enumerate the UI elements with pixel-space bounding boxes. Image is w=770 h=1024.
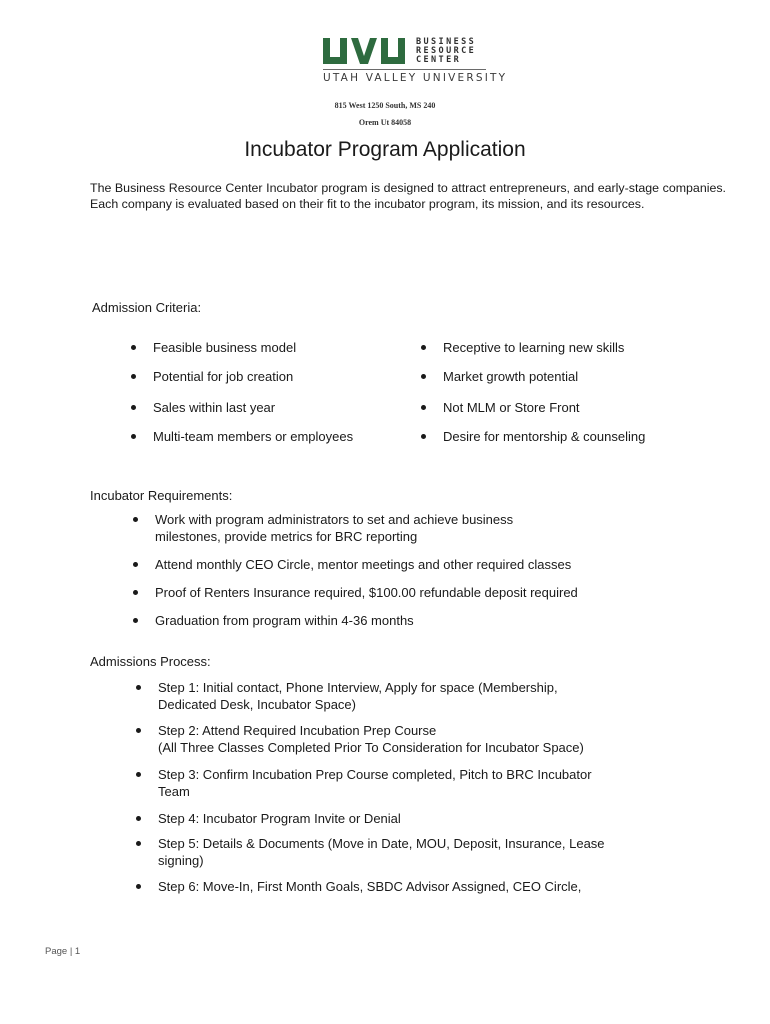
process-step-item: Step 1: Initial contact, Phone Interview, Apply for space (Membership, [158,680,558,695]
intro-paragraph: The Business Resource Center Incubator program is designed to attract entrepreneurs, and early-stage companies. Each company is evaluated based on their fit to the incubator program, its mission, and its resources. [90,181,726,211]
incubator-requirements-heading: Incubator Requirements: [90,488,233,503]
bullet-icon [421,374,426,379]
bullet-icon [133,562,138,567]
bullet-icon [136,772,141,777]
bullet-icon [136,728,141,733]
criteria-item: Market growth potential [443,369,579,384]
brc-line: CENTER [416,55,462,65]
process-step-item: Team [158,784,190,799]
bullet-icon [136,884,141,889]
page-title: Incubator Program Application [244,138,526,161]
admissions-process-heading: Admissions Process: [90,654,211,669]
process-step-item: Step 5: Details & Documents (Move in Date, MOU, Deposit, Insurance, Lease [158,836,605,851]
bullet-icon [421,405,426,410]
requirement-item: milestones, provide metrics for BRC reporting [155,529,418,544]
admission-criteria-heading: Admission Criteria: [92,300,202,315]
requirement-item: Work with program administrators to set and achieve business [155,512,514,527]
bullet-icon [421,345,426,350]
criteria-item: Potential for job creation [153,369,294,384]
process-step-item: (All Three Classes Completed Prior To Consideration for Incubator Space) [158,740,584,755]
process-step-item: signing) [158,853,204,868]
bullet-icon [131,405,136,410]
brc-line: RESOURCE [416,46,477,56]
criteria-item: Feasible business model [153,340,297,355]
bullet-icon [136,841,141,846]
criteria-item: Receptive to learning new skills [443,340,625,355]
process-step-item: Step 3: Confirm Incubation Prep Course completed, Pitch to BRC Incubator [158,767,592,782]
address-city: Orem Ut 84058 [358,118,412,127]
bullet-icon [133,517,138,522]
criteria-item: Desire for mentorship & counseling [443,429,646,444]
bullet-icon [131,374,136,379]
page-number: Page | 1 [45,946,81,957]
process-step-item: Step 4: Incubator Program Invite or Denial [158,811,401,826]
bullet-icon [131,345,136,350]
process-step-item: Step 2: Attend Required Incubation Prep Course [158,723,437,738]
brc-line: BUSINESS [416,37,477,47]
requirement-item: Attend monthly CEO Circle, mentor meetings and other required classes [155,557,572,572]
criteria-item: Multi-team members or employees [153,429,354,444]
criteria-item: Sales within last year [153,400,276,415]
bullet-icon [421,434,426,439]
university-name: UTAH VALLEY UNIVERSITY [323,72,508,84]
requirement-item: Proof of Renters Insurance required, $100.00 refundable deposit required [155,585,578,600]
requirement-item: Graduation from program within 4-36 months [155,613,414,628]
uvu-brc-logo [323,37,508,88]
logo-divider [323,69,486,70]
criteria-item: Not MLM or Store Front [443,400,580,415]
bullet-icon [131,434,136,439]
process-step-item: Dedicated Desk, Incubator Space) [158,697,356,712]
bullet-icon [133,590,138,595]
address-street: 815 West 1250 South, MS 240 [334,101,436,110]
uvu-logo-mark-icon [323,38,405,64]
bullet-icon [133,618,138,623]
brc-wordmark [416,38,476,65]
bullet-icon [136,685,141,690]
bullet-icon [136,816,141,821]
process-step-item: Step 6: Move-In, First Month Goals, SBDC Advisor Assigned, CEO Circle, [158,879,582,894]
